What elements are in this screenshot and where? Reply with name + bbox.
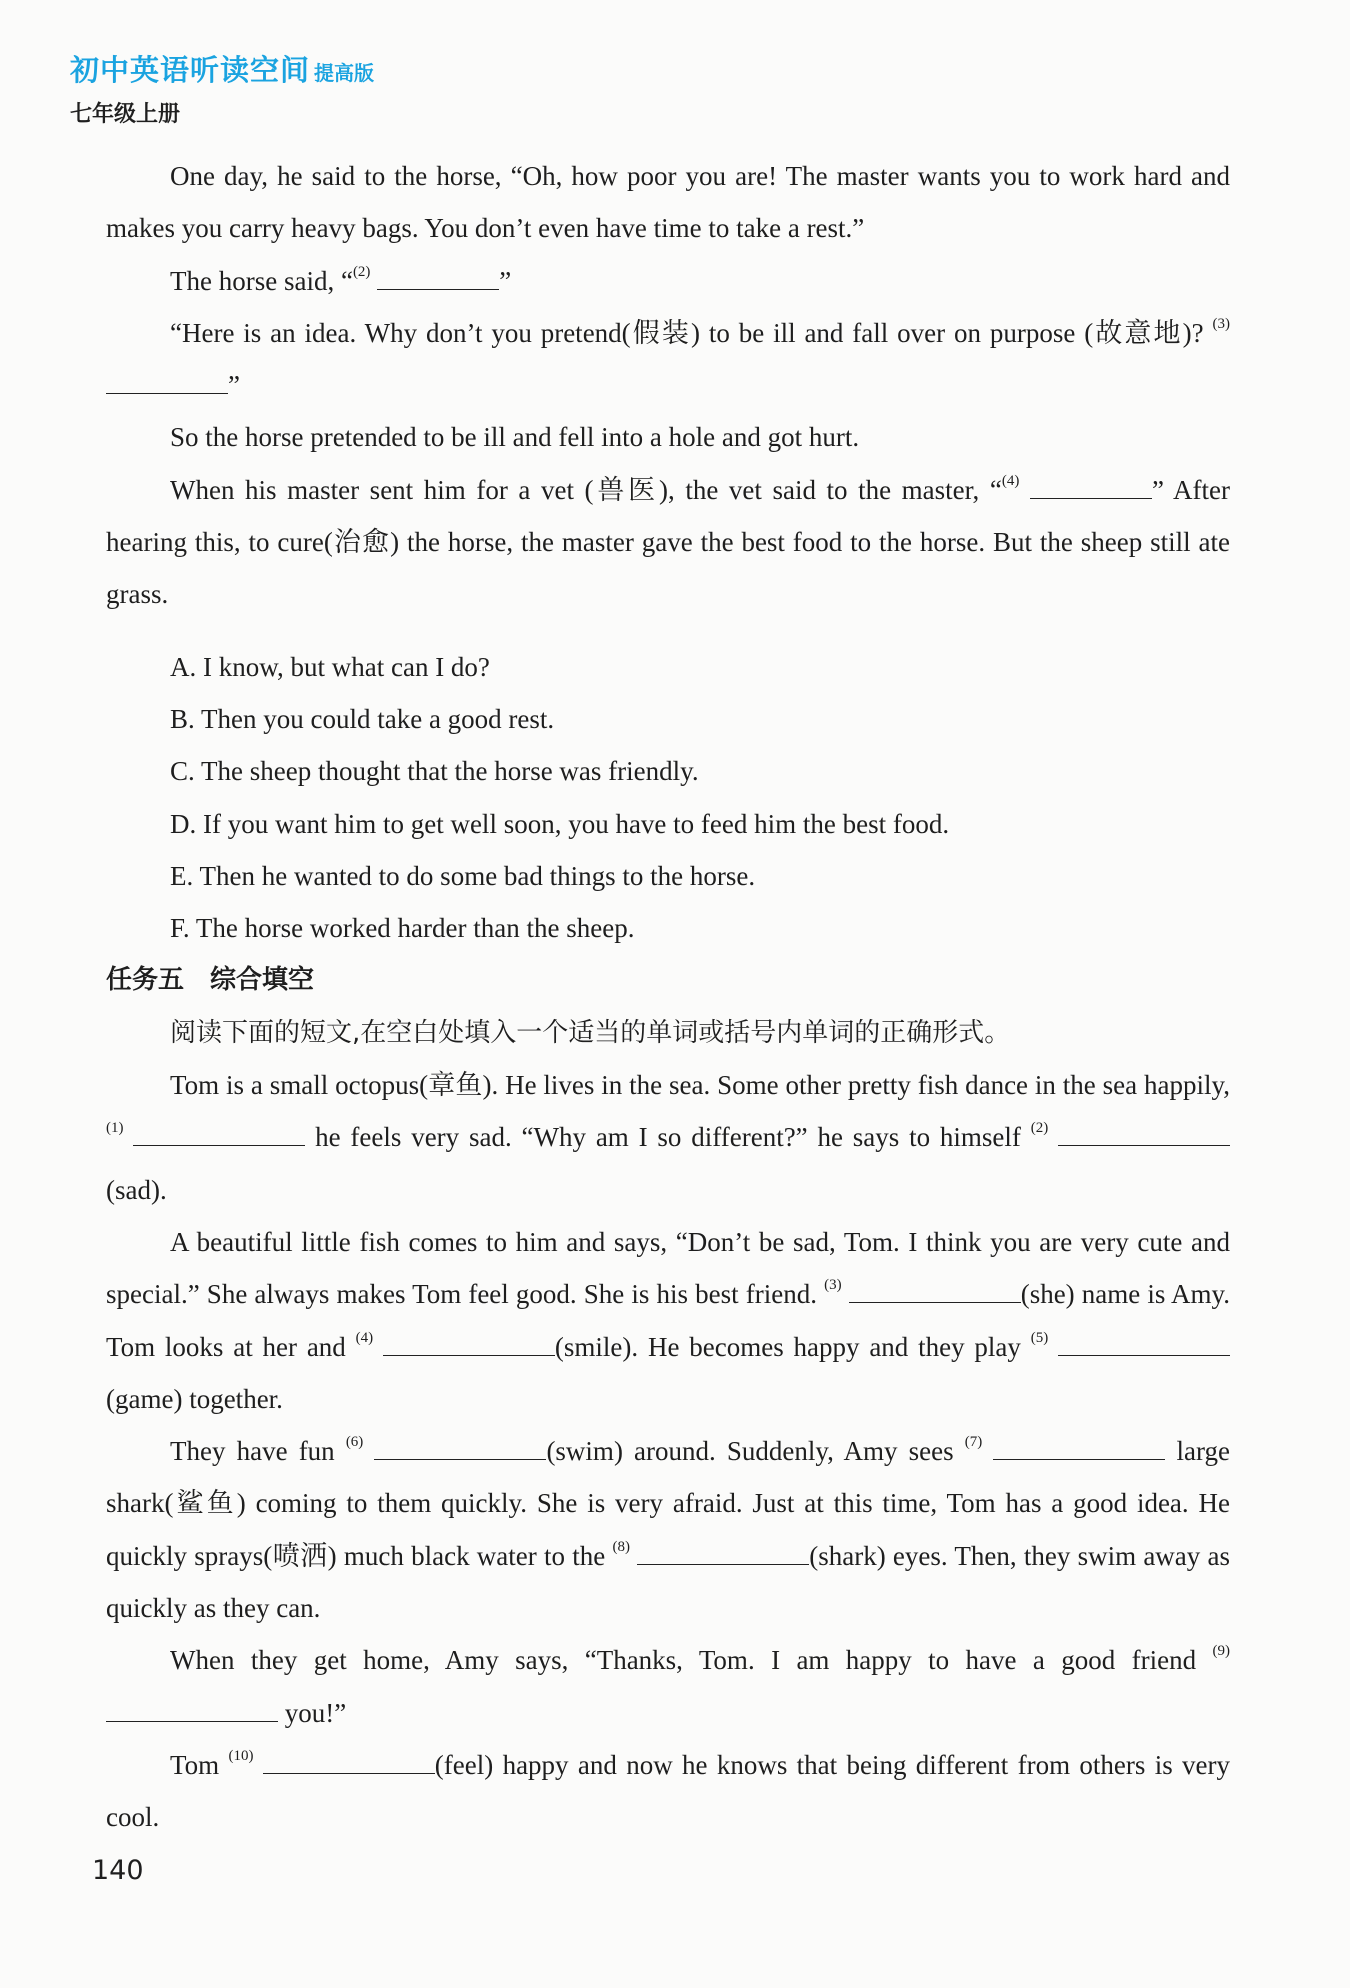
- story-text: When his master sent him for a vet (兽医), the vet said to the master, “: [170, 474, 1002, 505]
- blank-number: (3): [824, 1277, 842, 1294]
- option-item: F. The horse worked harder than the sheep.: [170, 913, 635, 944]
- cloze-text: Tom is a small octopus(章鱼). He lives in the sea. Some other pretty fish dance in the sea happily,: [170, 1070, 1230, 1101]
- blank-number: (6): [345, 1434, 364, 1451]
- cloze-text: (game) together.: [106, 1383, 283, 1414]
- cloze-paragraph: [106, 1059, 1230, 1216]
- story-text: “Here is an idea. Why don’t you pretend(假装) to be ill and fall over on purpose (故意地)?: [170, 317, 1213, 348]
- story-text: So the horse pretended to be ill and fell into a hole and got hurt.: [170, 422, 860, 453]
- cloze-paragraph: [106, 1634, 1230, 1739]
- cloze-paragraph: [106, 1739, 1230, 1844]
- cloze-paragraph: [106, 1216, 1230, 1425]
- blank-number: (3): [1212, 315, 1230, 332]
- story-paragraph: [106, 255, 1230, 307]
- book-title-line: [70, 48, 374, 89]
- cloze-text: When they get home, Amy says, “Thanks, Tom. I am happy to have a good friend: [170, 1645, 1213, 1676]
- cloze-text: (swim) around. Suddenly, Amy sees: [546, 1436, 965, 1467]
- page-content: [106, 150, 1230, 1844]
- story-paragraph: [106, 464, 1230, 621]
- cloze-text: (smile). He becomes happy and they play: [554, 1331, 1031, 1362]
- blank-number: (7): [964, 1434, 983, 1451]
- option-item: D. If you want him to get well soon, you have to feed him the best food.: [170, 808, 950, 839]
- edition-label: 提高版: [314, 61, 375, 85]
- answer-blank[interactable]: [1058, 1333, 1230, 1356]
- blank-number: (4): [1001, 472, 1020, 489]
- blank-number: (2): [1030, 1120, 1049, 1137]
- task-heading: 任务五 综合填空: [106, 965, 315, 996]
- story-text: ”: [499, 265, 512, 296]
- blank-number: (9): [1212, 1643, 1230, 1660]
- blank-number: (10): [228, 1747, 254, 1764]
- blank-number: (1): [106, 1120, 124, 1137]
- option-item: C. The sheep thought that the horse was friendly.: [170, 756, 699, 787]
- story-paragraph: [106, 150, 1230, 255]
- answer-blank[interactable]: [1030, 476, 1152, 499]
- story-text: ”: [228, 370, 240, 401]
- cloze-text: (sad).: [106, 1174, 167, 1205]
- cloze-text: (she) name is Amy. Tom looks at her and: [106, 1279, 1231, 1362]
- cloze-text: large shark(鲨鱼) coming to them quickly. She is very afraid. Just at this time, Tom has a good idea. He quickly sprays(喷洒) much black water to the: [106, 1436, 1230, 1571]
- answer-blank[interactable]: [377, 267, 499, 290]
- cloze-text: They have fun: [170, 1436, 346, 1467]
- answer-blank[interactable]: [849, 1280, 1021, 1303]
- blank-number: (2): [352, 263, 371, 280]
- answer-blank[interactable]: [383, 1333, 555, 1356]
- page-header: [70, 48, 374, 128]
- cloze-paragraph: [106, 1425, 1230, 1634]
- cloze-text: he feels very sad. “Why am I so different?” he says to himself: [305, 1122, 1031, 1153]
- answer-blank[interactable]: [993, 1437, 1165, 1460]
- answer-blank[interactable]: [374, 1437, 546, 1460]
- answer-blank[interactable]: [637, 1542, 809, 1565]
- story-text: One day, he said to the horse, “Oh, how poor you are! The master wants you to work hard and makes you carry heavy bags. You don’t even have time to take a rest.”: [106, 161, 1230, 244]
- options-list: [106, 641, 1230, 955]
- answer-blank[interactable]: [106, 371, 228, 394]
- cloze-text: you!”: [278, 1697, 347, 1728]
- cloze-text: (feel) happy and now he knows that being different from others is very cool.: [106, 1749, 1231, 1833]
- answer-blank[interactable]: [1058, 1123, 1230, 1146]
- story-text: The horse said, “: [170, 265, 353, 296]
- option-item: B. Then you could take a good rest.: [170, 703, 555, 734]
- cloze-text: Tom: [170, 1749, 229, 1780]
- task-instruction: 阅读下面的短文,在空白处填入一个适当的单词或括号内单词的正确形式。: [170, 1017, 1011, 1048]
- option-item: E. Then he wanted to do some bad things to the horse.: [170, 860, 756, 891]
- story-paragraph: [106, 307, 1230, 412]
- answer-blank[interactable]: [133, 1123, 305, 1146]
- page-number: 140: [92, 1855, 144, 1886]
- story-paragraph: [106, 411, 1230, 463]
- cloze-text: (shark) eyes. Then, they swim away as quickly as they can.: [106, 1540, 1231, 1624]
- series-title: 初中英语听读空间: [70, 53, 311, 87]
- cloze-text: A beautiful little fish comes to him and says, “Don’t be sad, Tom. I think you are very cute and special.” She always makes Tom feel good. She is his best friend.: [106, 1226, 1230, 1310]
- answer-blank[interactable]: [263, 1751, 435, 1774]
- option-item: A. I know, but what can I do?: [170, 651, 490, 682]
- story-text: ” After hearing this, to cure(治愈) the horse, the master gave the best food to the horse. But the sheep still ate grass.: [106, 474, 1231, 610]
- grade-label: 七年级上册: [70, 102, 181, 127]
- blank-number: (8): [612, 1538, 630, 1555]
- blank-number: (4): [355, 1329, 374, 1346]
- blank-number: (5): [1030, 1329, 1049, 1346]
- answer-blank[interactable]: [106, 1699, 278, 1722]
